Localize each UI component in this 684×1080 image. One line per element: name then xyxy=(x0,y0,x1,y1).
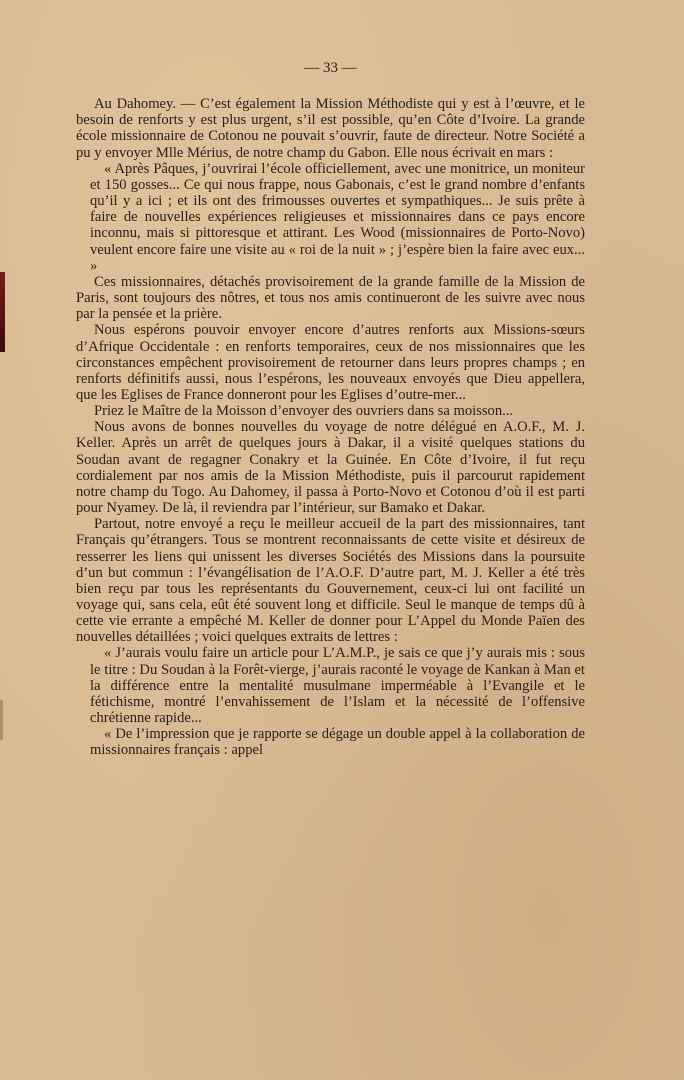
paragraph-reinforcements: Nous espérons pouvoir envoyer encore d’autres renforts aux Missions-sœurs d’Afrique Occidentale : en renforts temporaires, ceux de nos missionnaires que les circonstances empêchent provisoirement de retourner dans leurs propres champs ; en renforts définitifs aussi, nous l’espérons, les nouveaux envoyés que Dieu appellera, que les Eglises de France donneront pour les Eglises d’outre-mer... xyxy=(76,322,585,403)
quote-merius-letter: « Après Pâques, j’ouvrirai l’école officiellement, avec une monitrice, un moniteur et 150 gosses... Ce qui nous frappe, nous Gabonais, c’est le grand nombre d’enfants qu’il y a ici ; et ils ont des frimousses ouvertes et sympathiques... Je suis prête à faire de nouvelles expériences religieuses et missionnaires dans ce pays encore inconnu, mais si pittoresque et attirant. Les Wood (missionnaires de Porto-Novo) veulent encore faire une visite au « roi de la nuit » ; j’espère bien la faire avec eux... » xyxy=(90,160,585,274)
document-page xyxy=(76,60,585,759)
paragraph-keller-voyage: Nous avons de bonnes nouvelles du voyage de notre délégué en A.O.F., M. J. Keller. Après un arrêt de quelques jours à Dakar, il a visité quelques stations du Soudan avant de regagner Conakry et la Guinée. En Côte d’Ivoire, il fut reçu cordialement par nos amis de la Mission Méthodiste, puis il parcourut rapidement notre champ du Togo. Au Dahomey, il passa à Porto-Novo et Cotonou d’où il est parti pour Nyamey. De là, il reviendra par l’intérieur, sur Bamako et Dakar. xyxy=(76,419,585,517)
paragraph-prayer: Priez le Maître de la Moisson d’envoyer des ouvriers dans sa moisson... xyxy=(94,403,514,420)
binding-edge-mark xyxy=(0,272,5,352)
page-stain xyxy=(0,700,3,740)
paragraph-dahomey: Au Dahomey. — C’est également la Mission Méthodiste qui y est à l’œuvre, et le besoin de renforts y est plus urgent, s’il est possible, qu’en Côte d’Ivoire. La grande école missionnaire de Cotonou ne pouvait s’ouvrir, faute de directeur. Notre Société a pu y envoyer Mlle Mérius, de notre champ du Gabon. Elle nous écrivait en mars : xyxy=(76,96,585,161)
quote-keller-article: « J’aurais voulu faire un article pour L’A.M.P., je sais ce que j’y aurais mis : sous le titre : Du Soudan à la Forêt-vierge, j’aurais raconté le voyage de Kankan à Man et la différence entre la mentalité musulmane imperméable à l’Evangile et le fétichisme, montré l’envahissement de l’Islam et la nécessité de l’offensive chrétienne rapide... xyxy=(90,645,585,727)
paragraph-missionaries: Ces missionnaires, détachés provisoirement de la grande famille de la Mission de Paris, sont toujours des nôtres, et tous nos amis continueront de les suivre avec nous par la pensée et la prière. xyxy=(76,273,585,323)
paragraph-welcome: Partout, notre envoyé a reçu le meilleur accueil de la part des missionnaires, tant Français qu’étrangers. Tous se montrent reconnaissants de cette visite et désireux de resserrer les liens qui unissent les diverses Sociétés des Missions dans la poursuite d’un but commun : l’évangélisation de l’A.O.F. D’autre part, M. J. Keller a été très bien reçu par tous les représentants du Gouvernement, ceux-ci lui ont facilité un voyage qui, sans cela, eût été souvent long et difficile. Seul le manque de temps dû à cette vie errante a empêché M. Keller de donner pour L’Appel du Monde Païen des nouvelles détaillées ; voici quelques extraits de lettres : xyxy=(76,516,585,646)
page-number: — 33 — xyxy=(304,60,357,76)
quote-keller-impression: « De l’impression que je rapporte se dégage un double appel à la collaboration de missionnaires français : appel xyxy=(90,726,585,759)
